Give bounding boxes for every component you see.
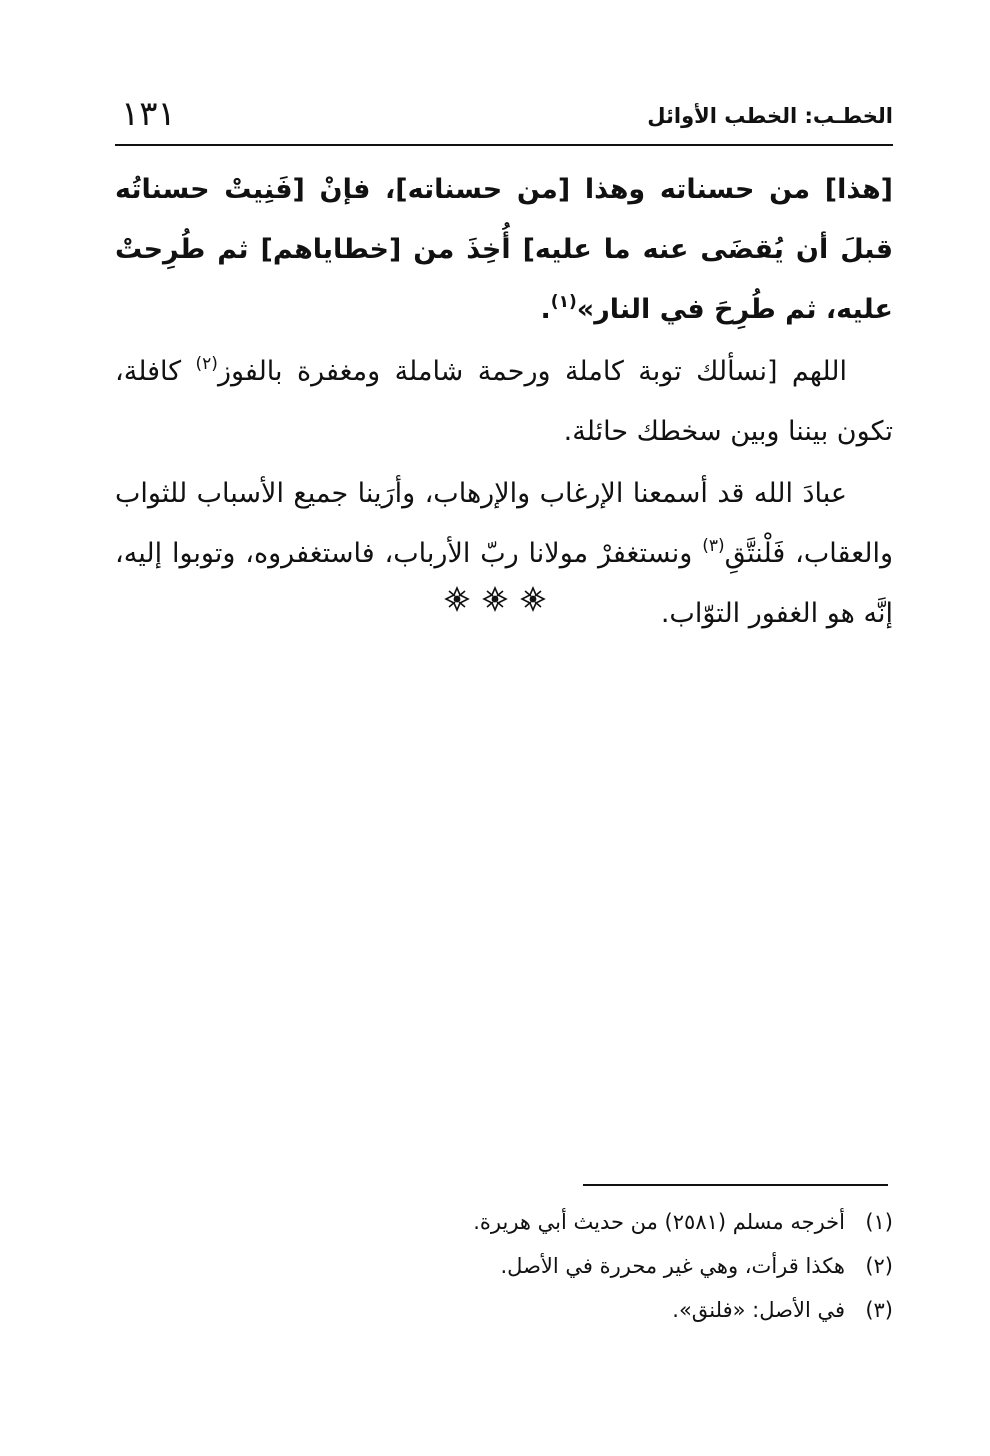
header-rule xyxy=(115,144,893,146)
footnote-3 xyxy=(115,1288,893,1332)
footnote-text: هكذا قرأت، وهي غير محررة في الأصل. xyxy=(500,1254,845,1278)
footnote-ref-2[interactable]: (٢) xyxy=(195,354,218,374)
paragraph-2 xyxy=(115,342,893,462)
paragraph-1 xyxy=(115,160,893,340)
footnote-number: (٣) xyxy=(865,1298,893,1322)
footnote-text: في الأصل: «فلنق». xyxy=(672,1298,845,1322)
flower-ornament-icon xyxy=(482,586,508,612)
paragraph-2-text-b: كافلة، تكون بيننا وبين سخطك حائلة. xyxy=(115,356,893,447)
paragraph-3-text-b: ونستغفرْ مولانا ربّ الأرباب، فاستغفروه، وتوبوا إليه، إنَّه هو الغفور التوّاب. xyxy=(115,538,893,629)
footnote-ref-3[interactable]: (٣) xyxy=(702,536,725,556)
footnote-text: أخرجه مسلم (٢٥٨١) من حديث أبي هريرة. xyxy=(473,1210,845,1234)
footnote-separator xyxy=(583,1184,888,1186)
main-text xyxy=(115,160,893,644)
paragraph-3-text-a: عبادَ الله قد أسمعنا الإرغاب والإرهاب، وأرَينا جميع الأسباب للثواب والعقاب، فَلْنتَّقِ xyxy=(115,478,893,569)
running-header xyxy=(115,92,893,146)
footnote-2 xyxy=(115,1244,893,1288)
flower-ornament-icon xyxy=(444,586,470,612)
footnote-number: (٢) xyxy=(865,1254,893,1278)
header-title: الخطـب: الخطب الأوائل xyxy=(647,104,893,128)
paragraph-1-end: . xyxy=(540,294,551,325)
footnote-1 xyxy=(115,1200,893,1244)
footnotes xyxy=(115,1200,893,1332)
paragraph-1-text: [هذا] من حسناته وهذا [من حسناته]، فإنْ [فَنِيتْ حسناتُه قبلَ أن يُقضَى عنه ما عليه] أُخِذَ من [خطاياهم] ثم طُرِحتْ عليه، ثم طُرِحَ في النار» xyxy=(115,174,893,325)
section-ornaments xyxy=(0,586,990,620)
paragraph-2-text-a: اللهم [نسألك توبة كاملة ورحمة شاملة ومغفرة بالفوز xyxy=(217,356,847,387)
flower-ornament-icon xyxy=(520,586,546,612)
footnote-number: (١) xyxy=(865,1210,893,1234)
footnote-ref-1[interactable]: (١) xyxy=(550,292,577,312)
page-number: ١٣١ xyxy=(121,94,176,134)
